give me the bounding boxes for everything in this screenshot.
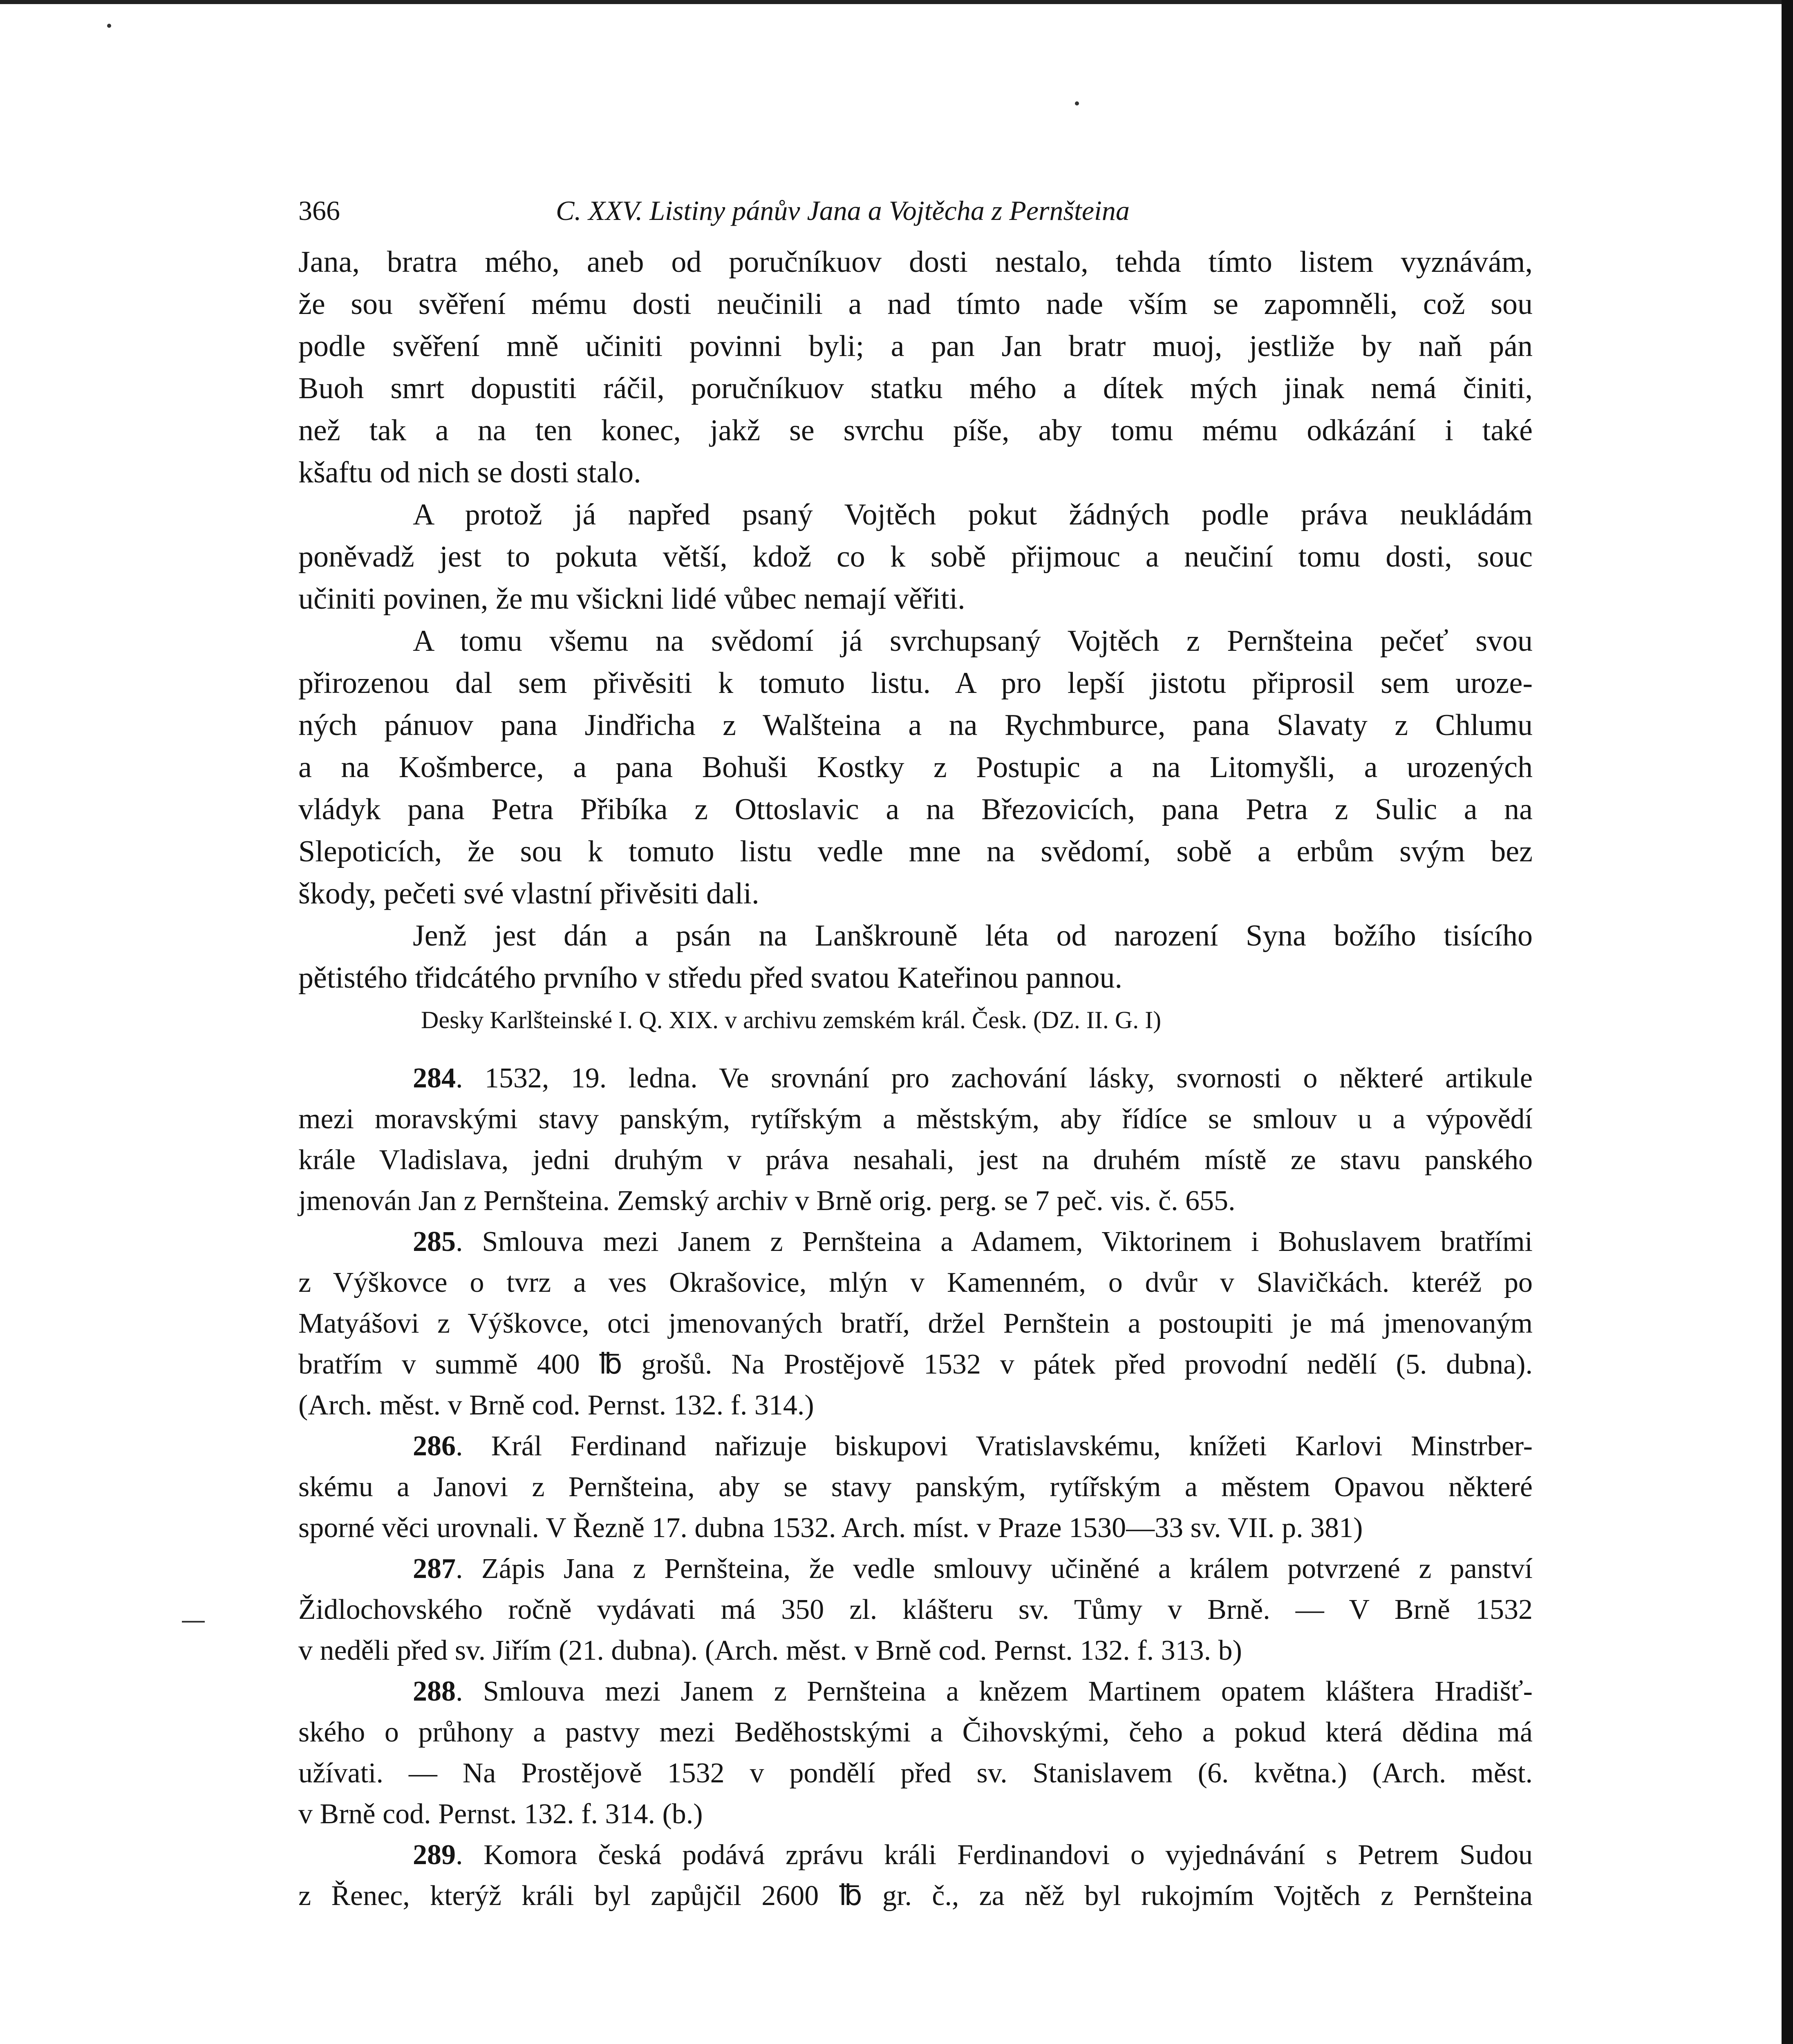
scan-speck [1075, 101, 1079, 105]
regest-entry [298, 1058, 1533, 1221]
regest-list [298, 1058, 1533, 1916]
paragraph [298, 494, 1533, 620]
regest-entry [298, 1671, 1533, 1835]
text-line: v neděli před sv. Jiřím (21. dubna). (Arch. měst. v Brně cod. Pernst. 132. f. 313. b) [298, 1635, 1242, 1666]
text-line: sporné věci urovnali. V Řezně 17. dubna 1532. Arch. míst. v Praze 1530—33 sv. VII. p. 381) [298, 1512, 1363, 1544]
paragraph [298, 620, 1533, 915]
text-line: A protož já napřed psaný Vojtěch pokut žádných podle práva neukládám [413, 498, 1533, 531]
entry-number: 287 [413, 1553, 456, 1585]
text-line: a na Košmberce, a pana Bohuši Kostky z Postupic a na Litomyšli, a urozených [298, 751, 1533, 784]
text-line: ského o průhony a pastvy mezi Beděhostskými a Čihovskými, čeho a pokud která dědina má [298, 1717, 1533, 1748]
text-line: mezi moravskými stavy panským, rytířským a městským, aby řídíce se smlouv u a výpovědí [298, 1103, 1533, 1135]
text-line [298, 1671, 1533, 1712]
text-line: z Výškovce o tvrz a ves Okrašovice, mlýn v Kamenném, o dvůr v Slavičkách. kteréž po [298, 1267, 1533, 1298]
paragraph [298, 241, 1533, 494]
scan-speck [107, 24, 111, 28]
text-line: učiniti povinen, že mu všickni lidé vůbec nemají věřiti. [298, 582, 965, 616]
entry-number: 288 [413, 1676, 456, 1707]
entry-text: . Smlouva mezi Janem z Pernšteina a knězem Martinem opatem kláštera Hradišť- [456, 1676, 1533, 1707]
entry-number: 289 [413, 1839, 456, 1871]
text-line: škody, pečeti své vlastní přivěsiti dali. [298, 877, 759, 910]
scan-edge-right [1782, 0, 1793, 2044]
text-line [298, 1058, 1533, 1099]
text-line: že sou svěření mému dosti neučinili a nad tímto nade vším se zapomněli, což sou [298, 287, 1533, 321]
text-line: vládyk pana Petra Přibíka z Ottoslavic a na Březovicích, pana Petra z Sulic a na [298, 793, 1533, 826]
margin-mark [182, 1621, 205, 1623]
text-line: (Arch. měst. v Brně cod. Pernst. 132. f. 314.) [298, 1390, 814, 1421]
text-line: Jenž jest dán a psán na Lanškrouně léta od narození Syna božího tisícího [413, 919, 1533, 953]
text-line: v Brně cod. Pernst. 132. f. 314. (b.) [298, 1798, 703, 1830]
text-line [298, 1549, 1533, 1589]
regest-entry [298, 1835, 1533, 1916]
entry-text: . Smlouva mezi Janem z Pernšteina a Adamem, Viktorinem i Bohuslavem bratřími [456, 1226, 1533, 1257]
text-line: kšaftu od nich se dosti stalo. [298, 456, 641, 489]
text-line: Jana, bratra mého, aneb od poručníkuov dosti nestalo, tehda tímto listem vyznávám, [298, 245, 1533, 279]
text-line: ných pánuov pana Jindřicha z Walšteina a na Rychmburce, pana Slavaty z Chlumu [298, 708, 1533, 742]
entry-number: 286 [413, 1430, 456, 1462]
regest-entry [298, 1549, 1533, 1671]
text-line: jmenován Jan z Pernšteina. Zemský archiv v Brně orig. perg. se 7 peč. vis. č. 655. [298, 1185, 1236, 1217]
text-line [298, 1426, 1533, 1467]
source-note: Desky Karlšteinské I. Q. XIX. v archivu zemském král. Česk. (DZ. II. G. I) [421, 1006, 1162, 1033]
book-page [298, 192, 1533, 1916]
text-line: než tak a na ten konec, jakž se svrchu píše, aby tomu mému odkázání i také [298, 414, 1533, 447]
text-line: z Řenec, kterýž králi byl zapůjčil 2600 ℔ gr. č., za něž byl rukojmím Vojtěch z Pernšteina [298, 1880, 1533, 1912]
text-line: Židlochovského ročně vydávati má 350 zl. klášteru sv. Tůmy v Brně. — V Brně 1532 [298, 1594, 1533, 1625]
text-line: přirozenou dal sem přivěsiti k tomuto listu. A pro lepší jistotu připrosil sem uroze- [298, 666, 1533, 700]
paragraph [298, 915, 1533, 999]
text-line: poněvadž jest to pokuta větší, kdož co k sobě přijmouc a neučiní tomu dosti, souc [298, 540, 1533, 574]
entry-text: . Komora česká podává zprávu králi Ferdinandovi o vyjednávání s Petrem Sudou [456, 1839, 1533, 1871]
entry-number: 285 [413, 1226, 456, 1257]
text-line: skému a Janovi z Pernšteina, aby se stavy panským, rytířským a městem Opavou některé [298, 1471, 1533, 1503]
text-line: Matyášovi z Výškovce, otci jmenovaných bratří, držel Pernštein a postoupiti je má jmenovaným [298, 1308, 1533, 1339]
text-line: Slepoticích, že sou k tomuto listu vedle mne na svědomí, sobě a erbům svým bez [298, 835, 1533, 868]
entry-text: . Král Ferdinand nařizuje biskupovi Vratislavskému, knížeti Karlovi Minstrber- [456, 1430, 1533, 1462]
running-head [298, 192, 1533, 241]
text-line: bratřím v summě 400 ℔ grošů. Na Prostějově 1532 v pátek před provodní nedělí (5. dubna). [298, 1349, 1533, 1380]
charter-text [298, 241, 1533, 999]
text-line: pětistého třidcátého prvního v středu před svatou Kateřinou pannou. [298, 961, 1122, 995]
scan-edge-top [0, 0, 1793, 4]
text-line: užívati. — Na Prostějově 1532 v pondělí před sv. Stanislavem (6. května.) (Arch. měst. [298, 1757, 1533, 1789]
regest-entry [298, 1426, 1533, 1549]
regest-entry [298, 1221, 1533, 1426]
text-line [298, 1221, 1533, 1262]
text-line: A tomu všemu na svědomí já svrchupsaný Vojtěch z Pernšteina pečeť svou [413, 624, 1533, 658]
running-title: C. XXV. Listiny pánův Jana a Vojtěcha z Pernšteina [556, 195, 1130, 226]
text-line: krále Vladislava, jedni druhým v práva nesahali, jest na druhém místě ze stavu panského [298, 1144, 1533, 1176]
entry-text: . Zápis Jana z Pernšteina, že vedle smlouvy učiněné a králem potvrzené z panství [456, 1553, 1533, 1585]
entry-number: 284 [413, 1062, 456, 1094]
text-line: podle svěření mně učiniti povinni byli; a pan Jan bratr muoj, jestliže by naň pán [298, 329, 1533, 363]
text-line [298, 1835, 1533, 1876]
text-line: Buoh smrt dopustiti ráčil, poručníkuov statku mého a dítek mých jinak nemá činiti, [298, 372, 1533, 405]
page-number: 366 [298, 195, 340, 226]
entry-text: . 1532, 19. ledna. Ve srovnání pro zachování lásky, svornosti o některé artikule [456, 1062, 1533, 1094]
